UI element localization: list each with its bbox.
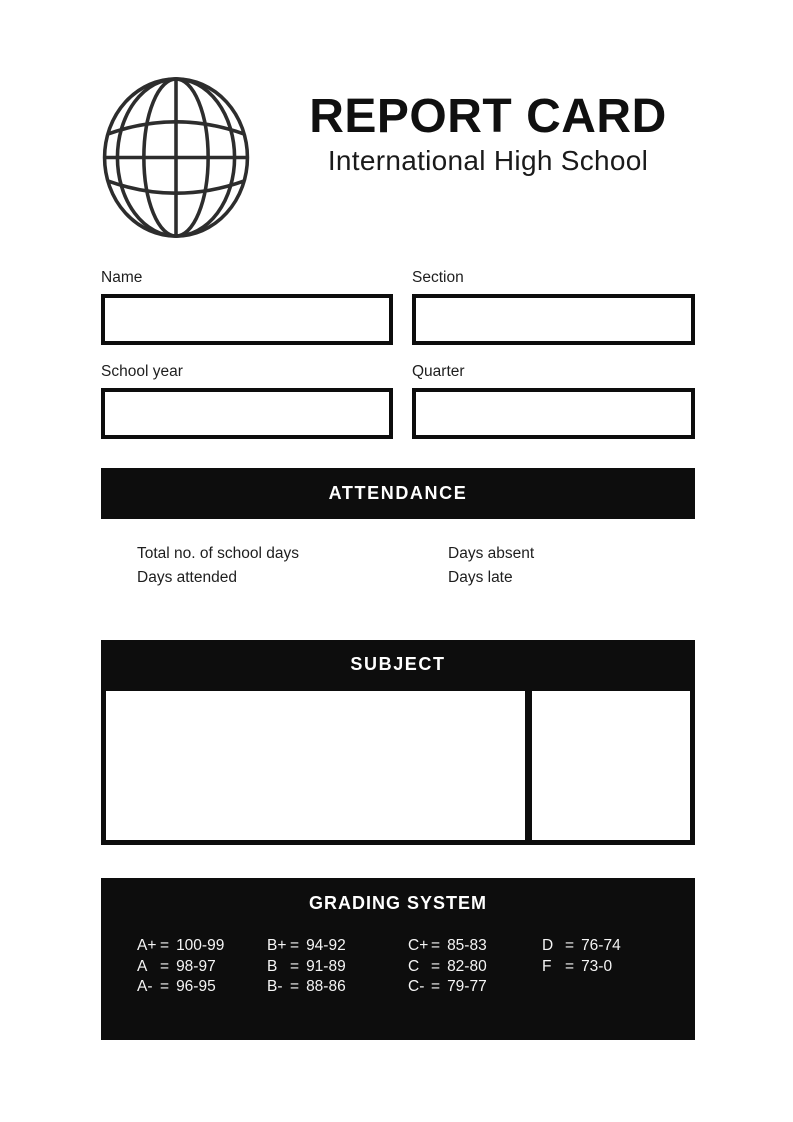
grading-section <box>101 878 695 1040</box>
grade-eq: = <box>431 937 441 954</box>
grade-row <box>267 977 408 998</box>
field-school-year <box>101 363 393 439</box>
school-name: International High School <box>327 144 649 176</box>
grade-range: 91-89 <box>306 957 346 975</box>
name-input[interactable] <box>101 294 393 345</box>
name-label: Name <box>101 269 143 286</box>
grade-eq: = <box>565 957 575 975</box>
attendance-label-total-days: Total no. of school days <box>137 545 299 562</box>
grade-letter: B- <box>267 978 283 995</box>
grade-range: 98-97 <box>176 957 216 975</box>
subject-section <box>101 640 695 845</box>
grading-section-header: GRADING SYSTEM <box>308 893 487 913</box>
subject-grade-cell[interactable] <box>530 689 692 842</box>
subject-table <box>101 689 695 845</box>
grade-range: 79-77 <box>447 978 487 995</box>
section-label: Section <box>412 269 464 286</box>
grade-eq: = <box>565 937 575 954</box>
grade-letter: A+ <box>137 937 157 954</box>
grading-table <box>101 936 695 998</box>
attendance-left-column <box>137 542 448 590</box>
grade-letter: C <box>408 957 420 975</box>
grade-eq: = <box>290 978 300 995</box>
grade-range: 100-99 <box>176 937 225 954</box>
grade-range: 73-0 <box>581 957 613 975</box>
subject-section-header: SUBJECT <box>350 654 446 674</box>
grade-row <box>542 936 695 957</box>
attendance-items <box>101 542 695 590</box>
header <box>101 0 695 240</box>
field-name <box>101 269 393 345</box>
grading-column-a <box>137 936 267 998</box>
grade-row <box>137 957 267 978</box>
quarter-input[interactable] <box>412 388 695 439</box>
field-quarter <box>412 363 695 439</box>
attendance-label-days-attended: Days attended <box>137 569 237 586</box>
grade-range: 76-74 <box>581 937 621 954</box>
grade-letter: B+ <box>267 937 287 954</box>
grade-letter: A- <box>137 978 153 995</box>
attendance-label-days-absent: Days absent <box>448 545 535 562</box>
grade-eq: = <box>290 937 300 954</box>
page-content <box>101 0 695 1040</box>
subject-list-cell[interactable] <box>104 689 527 842</box>
grade-range: 85-83 <box>447 937 487 954</box>
grade-row <box>267 957 408 978</box>
grade-eq: = <box>290 957 300 975</box>
school-year-input[interactable] <box>101 388 393 439</box>
grade-row <box>137 936 267 957</box>
grading-column-df <box>542 936 695 998</box>
globe-icon <box>101 75 251 240</box>
grade-letter: D <box>542 937 554 954</box>
grade-range: 96-95 <box>176 978 216 995</box>
page-title: REPORT CARD <box>309 90 667 143</box>
grade-eq: = <box>431 957 441 975</box>
grade-row <box>267 936 408 957</box>
attendance-right-column <box>448 542 695 590</box>
student-info-fields <box>101 269 695 439</box>
grade-row <box>542 957 695 978</box>
section-input[interactable] <box>412 294 695 345</box>
grade-row <box>137 977 267 998</box>
grade-letter: F <box>542 957 552 975</box>
grading-column-c <box>408 936 542 998</box>
grade-letter: B <box>267 957 278 975</box>
header-text <box>295 91 681 240</box>
grade-eq: = <box>431 978 441 995</box>
grade-eq: = <box>160 978 170 995</box>
grade-row <box>408 977 542 998</box>
grade-range: 88-86 <box>306 978 346 995</box>
grade-row <box>408 957 542 978</box>
grade-eq: = <box>160 957 170 975</box>
grade-letter: C- <box>408 978 425 995</box>
grade-row <box>408 936 542 957</box>
grade-eq: = <box>160 937 170 954</box>
school-year-label: School year <box>101 363 183 380</box>
grade-range: 82-80 <box>447 957 487 975</box>
attendance-label-days-late: Days late <box>448 569 513 586</box>
attendance-section-header: ATTENDANCE <box>101 468 695 519</box>
grade-letter: C+ <box>408 937 429 954</box>
field-section <box>412 269 695 345</box>
quarter-label: Quarter <box>412 363 465 380</box>
grade-range: 94-92 <box>306 937 346 954</box>
grade-letter: A <box>137 957 148 975</box>
grading-column-b <box>267 936 408 998</box>
